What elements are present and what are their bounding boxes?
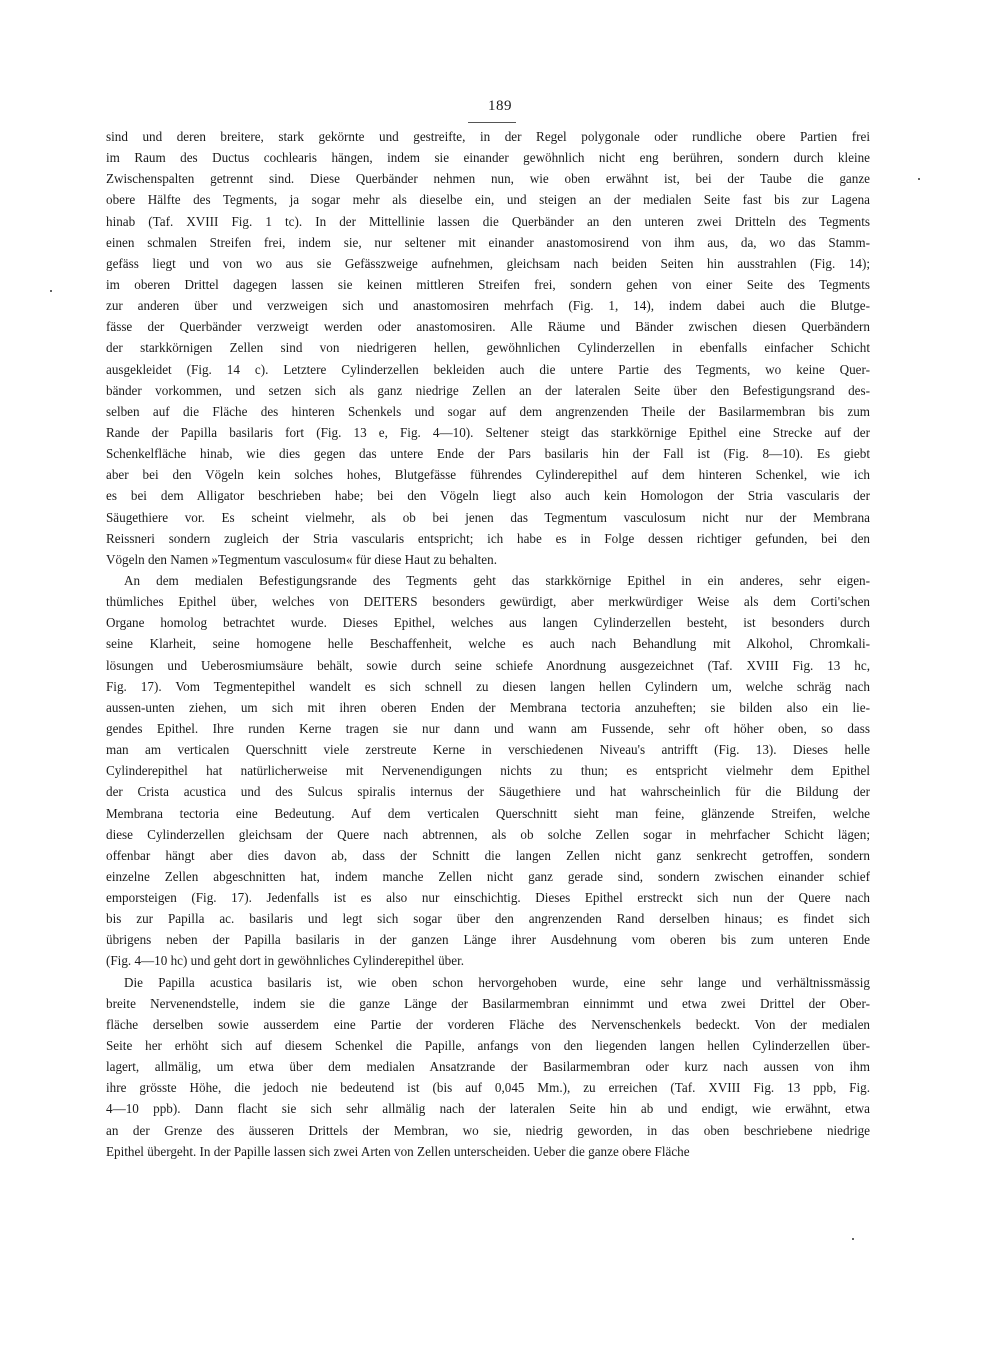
text-line: seine Klarheit, seine homogene helle Beschaffenheit, welche es auch nach Behandlung mit Alkohol, Chromkali- — [106, 636, 870, 652]
text-line: Seite her erhöht sich auf diesem Schenkel die Papille, anfangs von den liegenden langen hellen Cylinderzellen über- — [106, 1038, 870, 1054]
page-number: 189 — [488, 98, 512, 114]
text-line: offenbar hängt aber dies davon ab, dass der Schnitt die langen Zellen nicht ganz senkrecht getroffen, sondern — [106, 847, 870, 863]
text-line: An dem medialen Befestigungsrande des Tegments geht das starkkörnige Epithel in ein anderes, sehr eigen- — [124, 572, 870, 588]
text-line: gefäss liegt und von wo aus sie Gefässzweige aufnehmen, gleichsam nach beiden Seiten hin ausstrahlen (Fig. 14); — [106, 255, 870, 271]
paragraph — [106, 972, 870, 1162]
text-line: sind und deren breitere, stark gekörnte und gestreifte, in der Regel polygonale oder rundliche obere Partien frei — [106, 129, 870, 144]
text-line: obere Hälfte des Tegments, ja sogar mehr als dieselbe ein, und steigen an der medialen Seite fast bis zur Lagena — [106, 192, 870, 208]
text-line: im Raum des Ductus cochlearis hängen, indem sie einander gewöhnlich nicht eng berühren, sondern durch kleine — [106, 150, 870, 166]
text-line: hinab (Taf. XVIII Fig. 1 tc). In der Mittellinie lassen die Querbänder an den unteren zwei Dritteln des Tegments — [106, 213, 870, 229]
text-line: Reissneri sondern zugleich der Stria vascularis entspricht; ich habe es in Folge dessen richtiger gefunden, bei den — [106, 530, 870, 546]
text-line: der starkkörnigen Zellen sind von niedrigeren hellen, gewöhnlichen Cylinderzellen in ebenfalls einfacher Schicht — [106, 340, 870, 356]
text-line: es bei dem Alligator beschrieben habe; bei den Vögeln liegt also auch kein Homologon der Stria vascularis der — [106, 488, 870, 504]
text-line: Vögeln den Namen »Tegmentum vasculosum« für diese Haut zu behalten. — [106, 551, 497, 567]
body-text — [106, 126, 870, 1162]
text-line: diese Cylinderzellen gleichsam der Quere nach abtrennen, als ob solche Zellen sogar in mehrfacher Schicht lägen; — [106, 826, 870, 842]
text-line: im oberen Drittel dagegen lassen sie keinen mittleren Streifen frei, sondern gehen von einer Seite des Tegments — [106, 276, 870, 292]
scan-speck — [918, 178, 920, 180]
text-line: man am verticalen Querschnitt viele zerstreute Kerne in verschiedenen Niveau's antrifft (Fig. 13). Dieses helle — [106, 742, 870, 758]
text-line: an der Grenze des äusseren Drittels der Membran, wo sie, niedrig geworden, in das oben beschriebene niedrige — [106, 1122, 870, 1138]
text-line: selben auf die Fläche des hinteren Schenkels und sogar auf dem angrenzenden Theile der Basilarmembran bis zum — [106, 403, 870, 419]
scan-speck — [852, 1238, 854, 1240]
paragraph — [106, 126, 870, 570]
text-line: ihre grösste Höhe, die jedoch nie bedeutend ist (bis auf 0,045 Mm.), zu erreichen (Taf. XVIII Fig. 13 ppb, Fig. — [106, 1080, 870, 1096]
text-line: einen schmalen Streifen frei, indem sie, nur seltener mit einander anastomosirend von ihm aus, da, wo das Stamm- — [106, 234, 870, 250]
text-line: lösungen und Ueberosmiumsäure behält, sowie durch seine schiefe Anordnung ausgezeichnet (Taf. XVIII Fig. 13 hc, — [106, 657, 870, 673]
text-line: Die Papilla acustica basilaris ist, wie oben schon hervorgehoben wurde, eine sehr lange und verhältnissmässig — [124, 974, 870, 990]
text-line: aber bei den Vögeln kein solches hohes, Blutgefässe führendes Cylinderepithel auf dem hinteren Schenkel, wie ich — [106, 467, 870, 483]
scan-speck — [50, 290, 52, 292]
text-line: Säugethiere vor. Es scheint vielmehr, als ob bei jenen das Tegmentum vasculosum nicht nur der Membrana — [106, 509, 870, 525]
text-line: Membrana tectoria eine Bedeutung. Auf dem verticalen Querschnitt sieht man feine, glänzende Streifen, welche — [106, 805, 870, 821]
page-number-rule — [468, 122, 516, 123]
text-line: aussen-unten ziehen, um sich mit ihren oberen Enden der Membrana tectoria anzuheften; sie bilden also ein lie- — [106, 699, 870, 715]
text-line: Organe homolog betrachtet wurde. Dieses Epithel, welches aus langen Cylinderzellen besteht, ist besonders durch — [106, 615, 870, 631]
text-line: (Fig. 4—10 hc) und geht dort in gewöhnliches Cylinderepithel über. — [106, 953, 465, 969]
text-line: breite Nervenendstelle, indem sie die ganze Länge der Basilarmembran einnimmt und etwa zwei Drittel der Ober- — [106, 995, 870, 1011]
text-line: emporsteigen (Fig. 17). Jedenfalls ist es also nur einschichtig. Dieses Epithel erstreckt sich nun der Quere nach — [106, 890, 870, 906]
text-line: fläche derselben sowie ausserdem eine Partie der vorderen Fläche des Nervenschenkels bedeckt. Von der medialen — [106, 1016, 870, 1032]
text-line: Fig. 17). Vom Tegmentepithel wandelt es sich schnell zu diesen langen hellen Cylindern um, welche schräg nach — [106, 678, 870, 694]
text-line: einzelne Zellen abgeschnitten hat, indem manche Zellen nicht ganz gerade sind, sondern zwischen einander schief — [106, 868, 870, 884]
text-line: lagert, allmälig, um etwa über dem medialen Ansatzrande der Basilarmembran oder kurz nach aussen von ihm — [106, 1059, 870, 1075]
text-line: ausgekleidet (Fig. 14 c). Letztere Cylinderzellen bekleiden auch die untere Partie des Tegments, wo keine Quer- — [106, 361, 870, 377]
paragraph — [106, 570, 870, 972]
text-line: bis zur Papilla ac. basilaris und legt sich sogar über den angrenzenden Rand derselben hinaus; es findet sich — [106, 911, 870, 927]
text-line: gendes Epithel. Ihre runden Kerne tragen sie nur dann und wann am Fussende, sehr oft höher oben, so dass — [106, 720, 870, 736]
text-line: bänder vorkommen, und setzen sich als ganz niedrige Zellen an der lateralen Seite über den Befestigungsrand des- — [106, 382, 870, 398]
text-line: fässe der Querbänder verzweigt werden oder anastomosiren. Alle Räume und Bänder zwischen diesen Querbändern — [106, 319, 870, 335]
text-line: Schenkelfläche hinab, wie dies gegen das untere Ende der Pars basilaris hin der Fall ist (Fig. 8—10). Es giebt — [106, 446, 870, 462]
text-line: übrigens neben der Papilla basilaris in der ganzen Länge ihrer Ausdehnung vom oberen bis zum unteren Ende — [106, 932, 870, 948]
text-line: der Crista acustica und des Sulcus spiralis internus der Säugethiere und hat wahrscheinlich für die Bildung der — [106, 784, 870, 800]
text-line: thümliches Epithel über, welches von DEITERS besonders gewürdigt, aber merkwürdiger Weise als dem Corti'schen — [106, 594, 870, 610]
text-line: Cylinderepithel hat natürlicherweise mit Nervenendigungen nichts zu thun; es entspricht vielmehr dem Epithel — [106, 763, 870, 779]
text-line: Rande der Papilla basilaris fort (Fig. 13 e, Fig. 4—10). Seltener steigt das starkkörnige Epithel eine Strecke auf der — [106, 424, 870, 440]
text-line: 4—10 ppb). Dann flacht sie sich sehr allmälig nach der lateralen Seite hin ab und endigt, wie erwähnt, etwa — [106, 1101, 870, 1117]
text-line: Epithel übergeht. In der Papille lassen sich zwei Arten von Zellen unterscheiden. Ueber die ganze obere Fläche — [106, 1143, 690, 1159]
text-line: zur anderen über und verzweigen sich und anastomosiren mehrfach (Fig. 1, 14), indem dabei auch die Blutge- — [106, 298, 870, 314]
text-line: Zwischenspalten getrennt sind. Diese Querbänder nehmen nun, wie oben erwähnt ist, bei der Taube die ganze — [106, 171, 870, 187]
